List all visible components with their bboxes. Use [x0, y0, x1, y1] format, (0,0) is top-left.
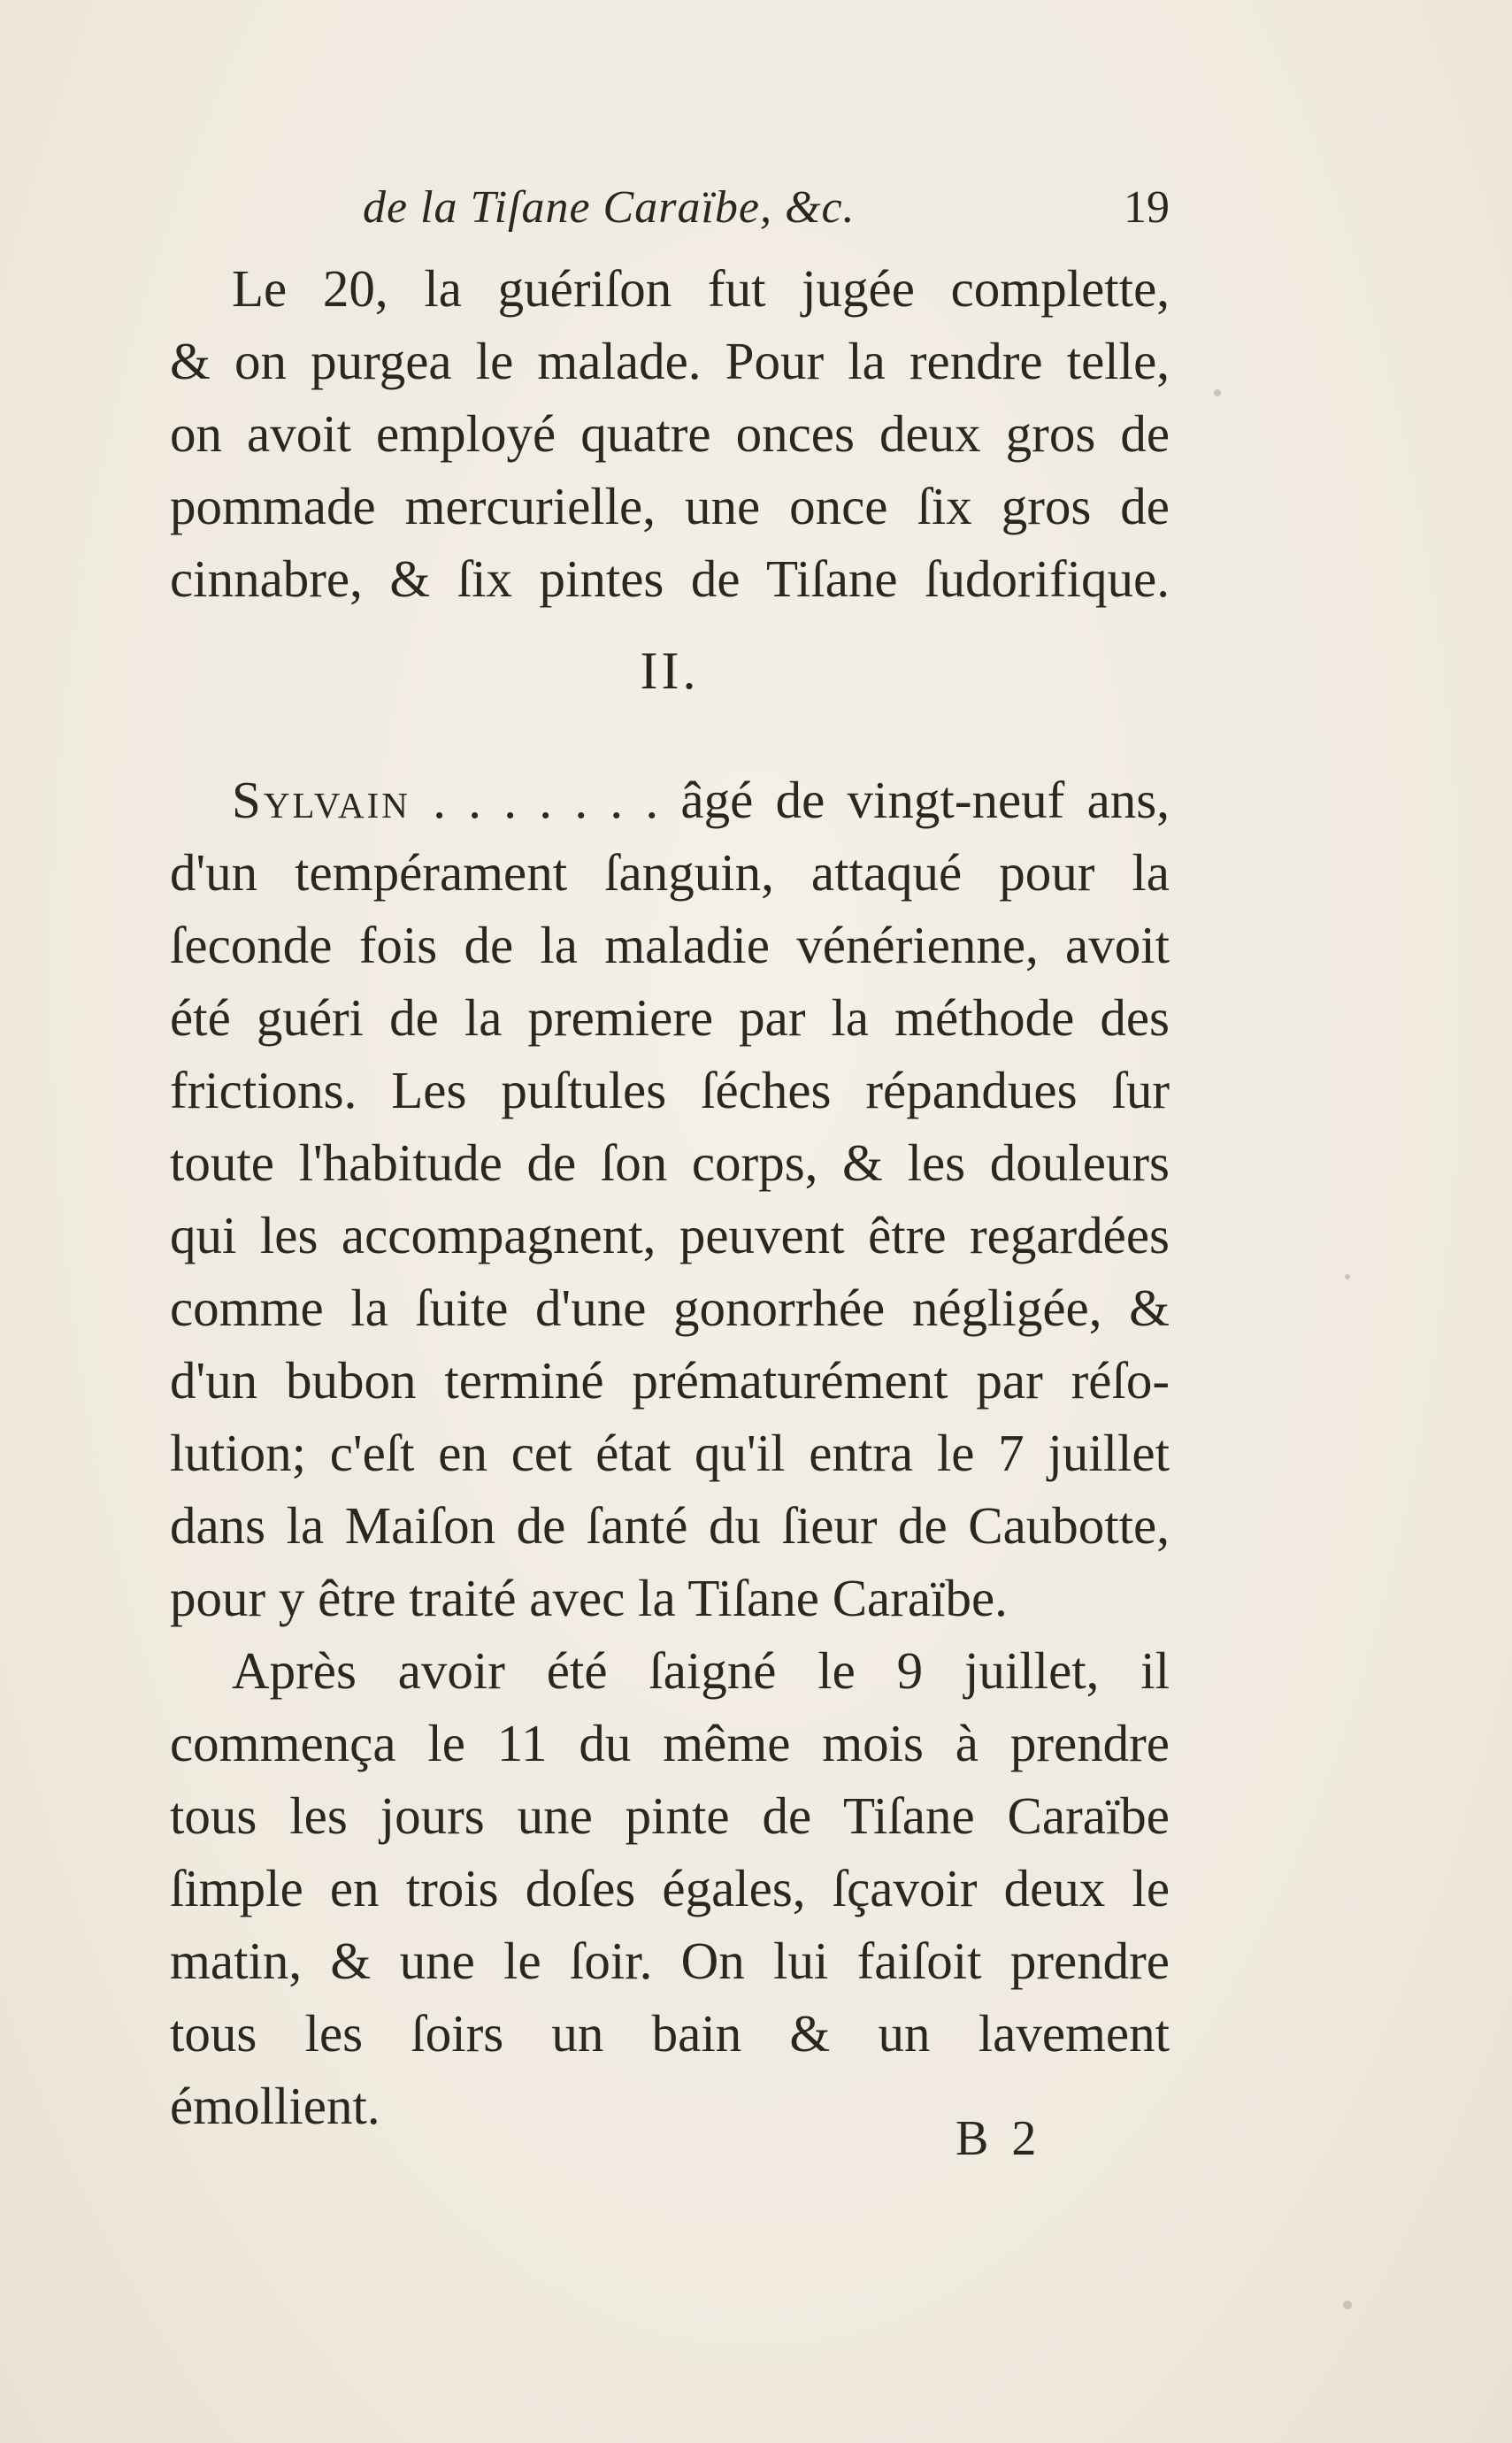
paper-speck: [1343, 2301, 1352, 2309]
text-line: d'un bubon terminé prématurément par réſo-: [170, 1351, 1170, 1410]
text-line: été guéri de la premiere par la méthode des: [170, 988, 1170, 1047]
text-line: & on purgea le malade. Pour la rendre telle,: [170, 332, 1170, 390]
paragraph-3: [170, 1634, 1170, 2142]
text-line: ſimple en trois doſes égales, ſçavoir deux le: [170, 1859, 1170, 1917]
running-title: de la Tiſane Caraïbe, &c.: [363, 182, 856, 233]
text-column: [170, 181, 1170, 2142]
paper-speck: [1345, 1274, 1350, 1279]
text-line: émollient.: [170, 2077, 380, 2135]
text-line: dans la Maiſon de ſanté du ſieur de Caubotte,: [170, 1496, 1170, 1555]
text-line: Le 20, la guériſon fut jugée complette,: [232, 259, 1170, 318]
text-line: pommade mercurielle, une once ſix gros de: [170, 477, 1170, 535]
text-line: Après avoir été ſaigné le 9 juillet, il: [232, 1641, 1170, 1700]
text-line-rest: . . . . . . . âgé de vingt-neuf ans,: [410, 771, 1170, 829]
text-line: commença le 11 du même mois à prendre: [170, 1714, 1170, 1772]
page-number: 19: [1124, 182, 1170, 233]
paper-speck: [1214, 389, 1221, 396]
patient-name: Sylvain: [232, 771, 411, 829]
text-line: d'un tempérament ſanguin, attaqué pour la: [170, 843, 1170, 902]
text-line: tous les jours une pinte de Tiſane Caraïbe: [170, 1786, 1170, 1845]
text-line: matin, & une le ſoir. On lui faiſoit prendre: [170, 1932, 1170, 1990]
text-line: on avoit employé quatre onces deux gros de: [170, 404, 1170, 463]
text-line: lution; c'eſt en cet état qu'il entra le 7 juillet: [170, 1424, 1170, 1482]
text-line: ſeconde fois de la maladie vénérienne, avoit: [170, 916, 1170, 974]
text-line: comme la ſuite d'une gonorrhée négligée, &: [170, 1279, 1170, 1337]
text-line: tous les ſoirs un bain & un lavement: [170, 2004, 1170, 2063]
section-number: II.: [640, 641, 700, 700]
text-line: [170, 764, 1170, 836]
paragraph-1: [170, 252, 1170, 615]
text-line: frictions. Les puſtules ſéches répandues ſur: [170, 1061, 1170, 1119]
paragraph-2: [170, 764, 1170, 1634]
text-line: cinnabre, & ſix pintes de Tiſane ſudorifique.: [170, 549, 1170, 608]
page-header: [170, 181, 1170, 252]
signature-mark: B 2: [956, 2111, 1042, 2166]
text-line: pour y être traité avec la Tiſane Caraïbe.: [170, 1569, 1008, 1627]
text-line: toute l'habitude de ſon corps, & les douleurs: [170, 1133, 1170, 1192]
text-line: qui les accompagnent, peuvent être regardées: [170, 1206, 1170, 1264]
